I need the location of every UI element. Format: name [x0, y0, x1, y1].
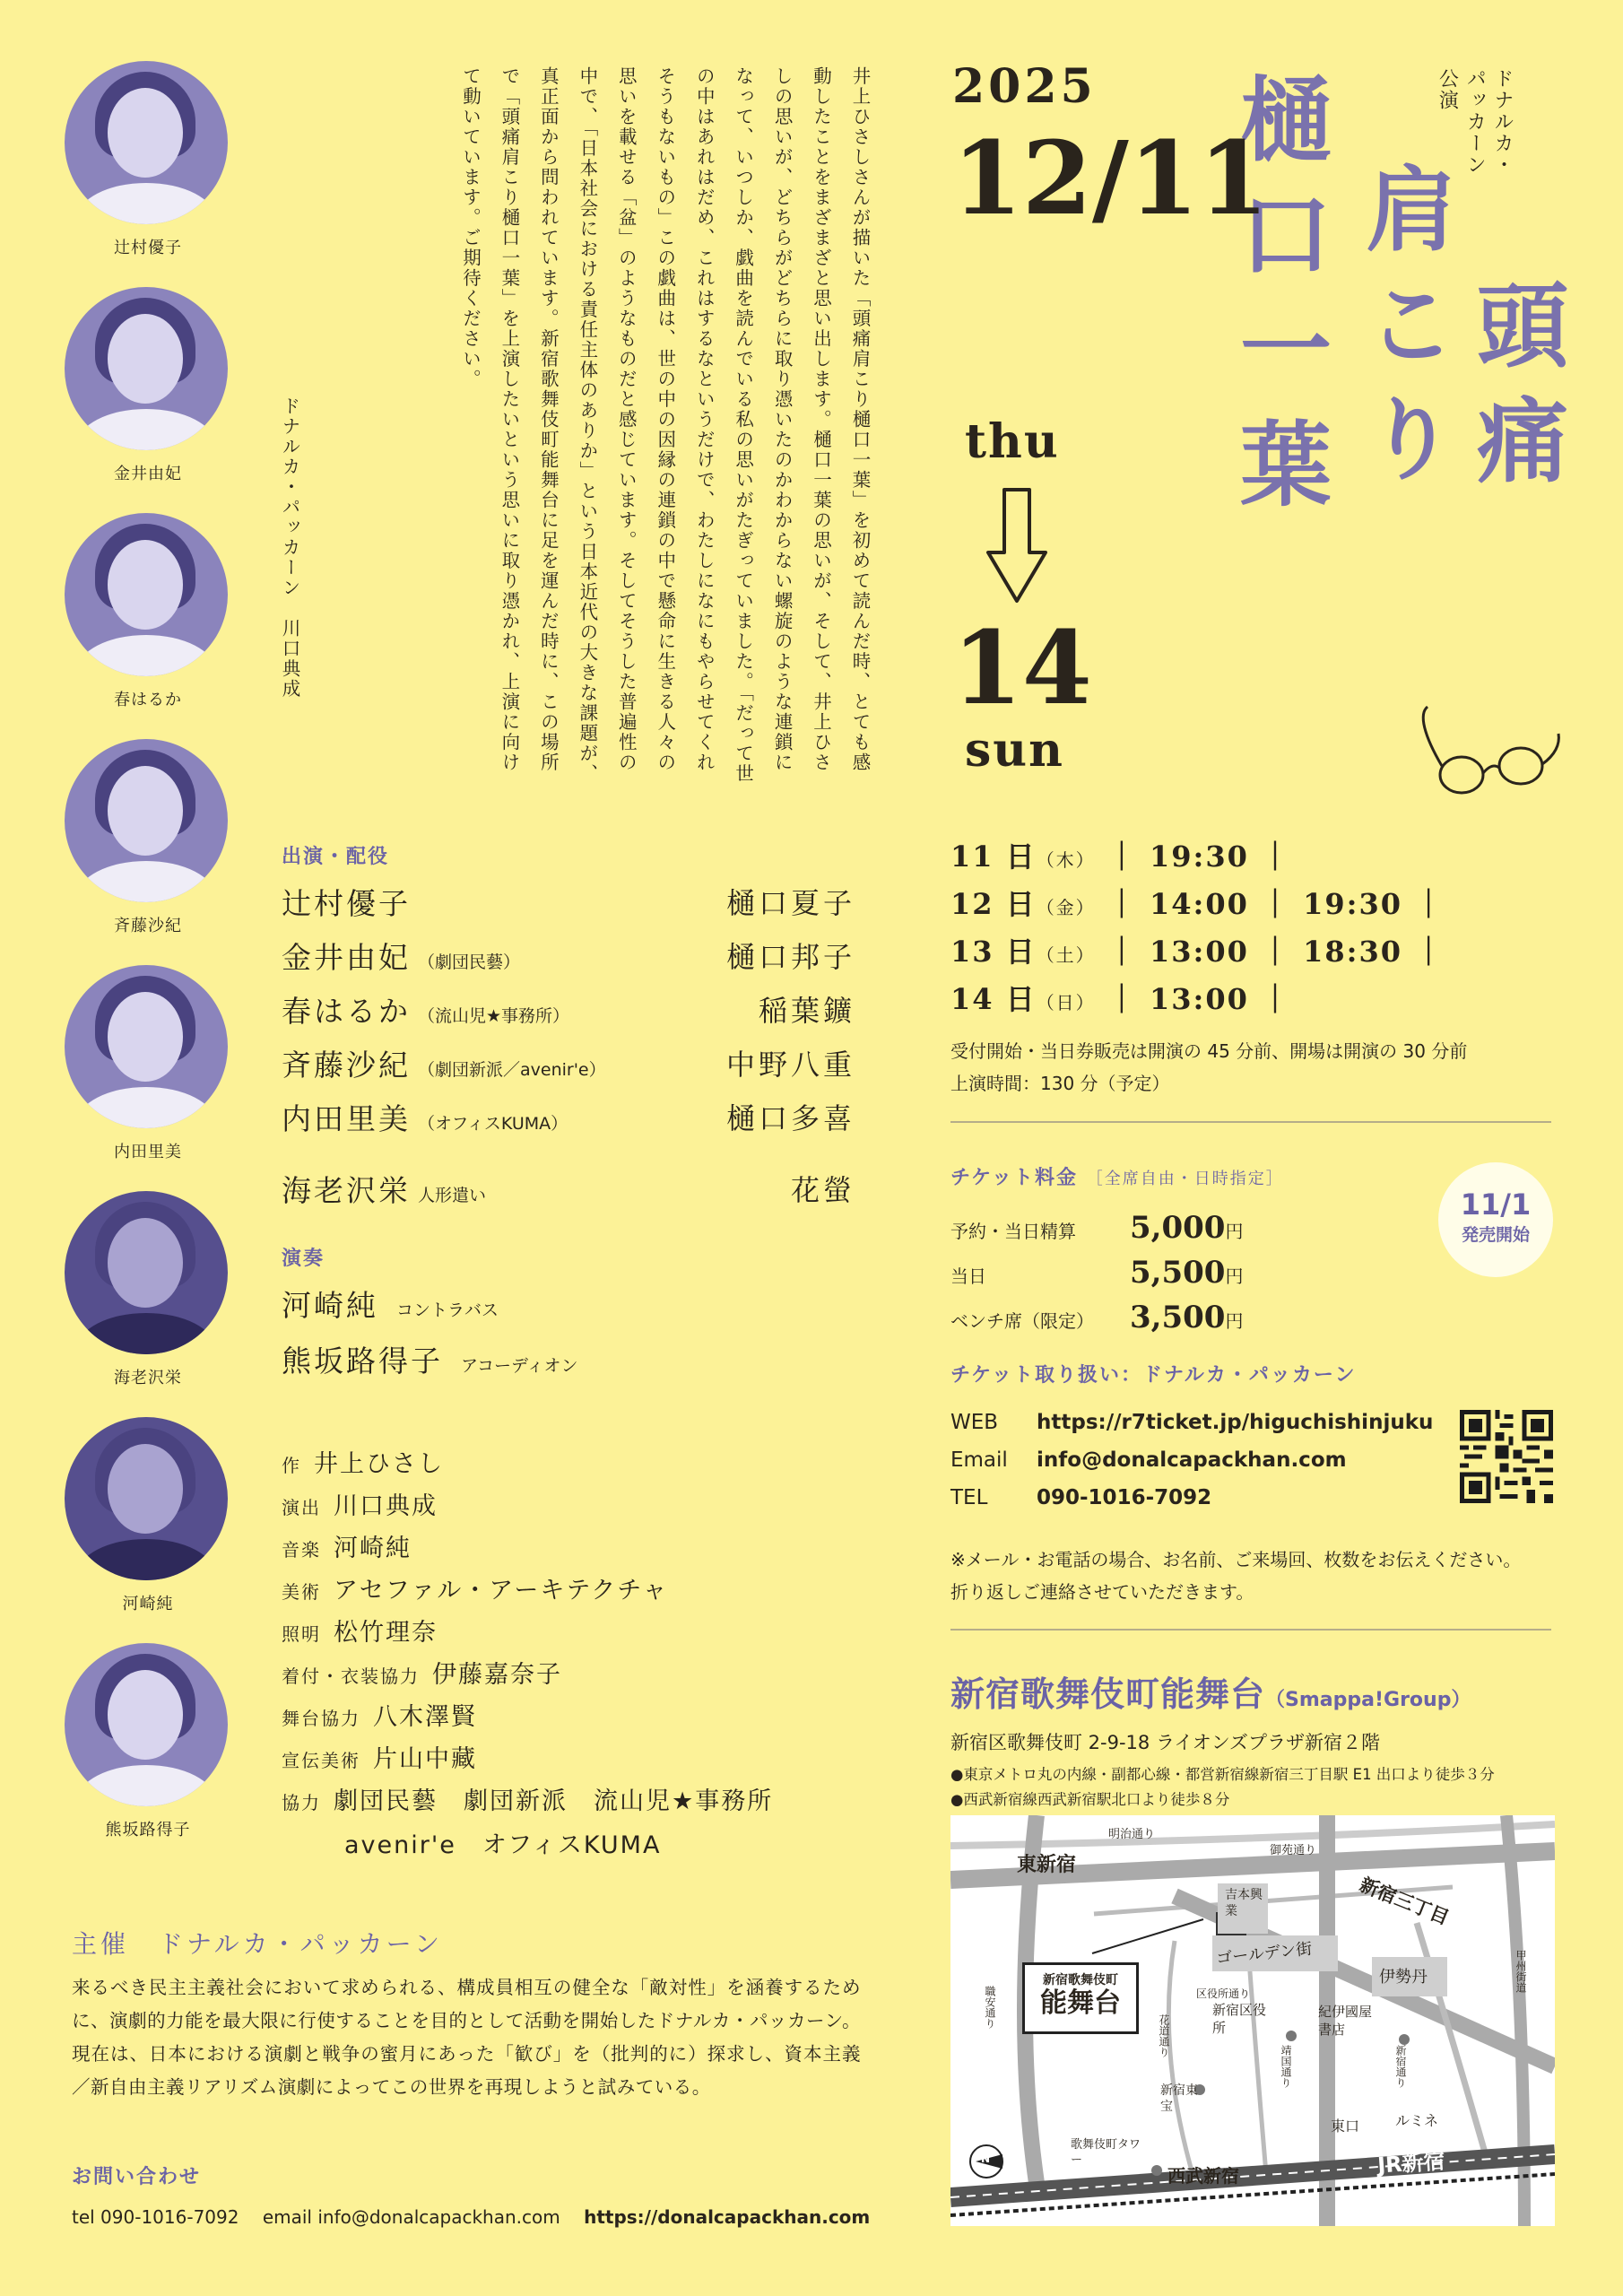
credit-row: 着付・衣装協力 伊藤嘉奈子	[282, 1661, 562, 1689]
venue-map[interactable]	[950, 1815, 1555, 2226]
statement-signature: ドナルカ・パッカーン 川口典成	[279, 396, 300, 700]
sale-start-badge: 11/1 発売開始	[1438, 1162, 1553, 1277]
photo-caption: 金井由妃	[114, 465, 182, 483]
cast-photo-card	[65, 513, 231, 710]
year: 2025	[952, 59, 1097, 114]
schedule-note: 上演時間：130 分（予定）	[950, 1073, 1170, 1094]
contact-email: Email info@donalcapackhan.com	[950, 1448, 1347, 1472]
map-label: 伊勢丹	[1379, 1968, 1428, 1987]
tel-link[interactable]: 090-1016-7092	[1037, 1486, 1212, 1509]
cast-photo-card	[65, 1191, 231, 1388]
organizer-description: 来るべき民主主義社会において求められる、構成員相互の健全な「敵対性」を涵養するために、演劇的力能を最大限に行使することを目的として活動を開始したドナルカ・パッカーン。現在は、日本における演劇と戦争の蜜月にあった「歓び」を（批判的に）探求し、資本主義／新自由主義リアリズム演劇によってこの世界を再現しようと試みている。	[72, 1977, 861, 2098]
handling-heading: チケット取り扱い：ドナルカ・パッカーン	[950, 1364, 1357, 1387]
cast-photo-card	[65, 965, 231, 1162]
cast-photo-card	[65, 739, 231, 936]
map-label: ルミネ	[1395, 2112, 1439, 2129]
avatar	[65, 61, 228, 224]
credit-row: 美術 アセファル・アーキテクチャ	[282, 1577, 669, 1605]
contact-tel: TEL 090-1016-7092	[950, 1486, 1212, 1509]
photo-caption: 春はるか	[114, 691, 182, 709]
venue-marker[interactable]: 新宿歌舞伎町 能舞台	[1022, 1962, 1139, 2034]
music-row: 熊坂路得子 アコーディオン	[282, 1344, 578, 1378]
schedule-row: 13 日（土） ｜ 13:00 ｜ 18:30 ｜	[950, 935, 1445, 969]
map-label: JR新宿	[1376, 2148, 1446, 2179]
date-end: 14	[952, 610, 1092, 727]
qr-code-icon[interactable]	[1460, 1410, 1553, 1503]
organizer-heading: 主催 ドナルカ・パッカーン	[72, 1929, 444, 1959]
map-label: 新宿通り	[1394, 2045, 1407, 2088]
company-label: ドナルカ・ パッカーン 公演	[1436, 68, 1514, 176]
map-label: 新宿東宝	[1160, 2083, 1198, 2115]
north-icon: N	[981, 2152, 991, 2165]
venue-access: ●東京メトロ丸の内線・副都心線・都営新宿線新宿三丁目駅 E1 出口より徒歩３分	[950, 1766, 1495, 1783]
schedule	[950, 834, 1467, 1100]
title-line-1: 頭痛	[1462, 278, 1568, 508]
cast-row: 春はるか （流山児★事務所） 稲葉鑛	[282, 994, 855, 1029]
map-label: 御苑通り	[1270, 1844, 1317, 1857]
map-label: 職安通り	[984, 1986, 996, 2029]
credit-row: 音楽 河崎純	[282, 1535, 412, 1562]
credit-row: 作 井上ひさし	[282, 1450, 444, 1478]
glasses-icon	[1417, 700, 1569, 798]
map-label: 東口	[1331, 2118, 1360, 2135]
website-link[interactable]: https://donalcapackhan.com	[584, 2206, 871, 2228]
map-label: 東新宿	[1017, 1854, 1077, 1876]
divider	[950, 1629, 1551, 1631]
photo-caption: 海老沢栄	[114, 1369, 182, 1387]
map-label: 区役所通り	[1196, 1987, 1251, 2000]
handling-note: ※メール・お電話の場合、お名前、ご来場回、枚数をお伝えください。	[950, 1549, 1522, 1570]
avatar	[65, 1417, 228, 1580]
inquiry-heading: お問い合わせ	[72, 2166, 202, 2188]
map-label: ゴールデン街	[1215, 1939, 1314, 1969]
cast-heading: 出演・配役	[282, 846, 390, 868]
music-heading: 演奏	[282, 1248, 325, 1270]
director-statement: 井上ひさしさんが描いた「頭痛肩こり樋口一葉」を初めて読んだ時、とても感動したことをまざまざと思い出します。樋口一葉の思いが、そして、井上ひさしの思いが、どちらがどちらに取り憑いたのかわからない螺旋のような連鎖になって、いつしか、戯曲を読んでいる私の思いがたぎっていました。「だって世の中はあれはだめ、これはするなというだけで、わたしになにもやらせてくれそうもないもの」この戯曲は、世の中の因縁の連鎖の中で懸命に生きる人々の思いを載せる「盆」のようなものだと感じています。そしてそうした普遍性の中で、「日本社会における責任主体のありか」という日本近代の大きな課題が、真正面から問われています。新宿歌舞伎町能舞台に足を運んだ時に、この場所で「頭痛肩こり樋口一葉」を上演したいという思いに取り憑かれ、上演に向けて動いています。ご期待ください。	[459, 66, 871, 784]
map-label: 花道通り	[1158, 2014, 1170, 2057]
map-label: 歌舞伎町タワー	[1071, 2138, 1141, 2167]
avatar	[65, 1191, 228, 1354]
cast-row: 金井由妃 （劇団民藝） 樋口邦子	[282, 940, 855, 975]
arrow-down-icon	[985, 486, 1049, 606]
avatar	[65, 965, 228, 1128]
dow-end: sun	[965, 723, 1064, 778]
price-row: ベンチ席（限定） 3,500円	[950, 1300, 1244, 1335]
ticket-heading: チケット料金 ［全席自由・日時指定］	[950, 1167, 1284, 1189]
avatar	[65, 739, 228, 902]
credit-row: 舞台協力 八木澤賢	[282, 1703, 477, 1731]
cast-row: 内田里美 （オフィスKUMA） 樋口多喜	[282, 1101, 855, 1136]
venue-title: 新宿歌舞伎町能舞台（Smappa!Group）	[950, 1674, 1471, 1714]
photo-caption: 内田里美	[114, 1143, 182, 1161]
cast-row: 海老沢栄 人形遣い 花螢	[282, 1173, 855, 1208]
photo-caption: 斉藤沙紀	[114, 917, 182, 935]
ticket-prices	[950, 1162, 1284, 1344]
map-label: 甲州街道	[1515, 1950, 1527, 1993]
handling-note: 折り返しご連絡させていただきます。	[950, 1581, 1254, 1603]
photo-caption: 辻村優子	[114, 239, 182, 257]
credit-row: 照明 松竹理奈	[282, 1619, 438, 1647]
avatar	[65, 287, 228, 450]
credit-row: 演出 川口典成	[282, 1492, 438, 1520]
avatar	[65, 1643, 228, 1806]
schedule-row: 12 日（金） ｜ 14:00 ｜ 19:30 ｜	[950, 887, 1445, 921]
map-label: 西武新宿	[1167, 2165, 1239, 2187]
divider	[950, 1121, 1551, 1123]
music-row: 河崎純 コントラバス	[282, 1288, 499, 1323]
schedule-row: 11 日（木） ｜ 19:30 ｜	[950, 839, 1292, 874]
map-label: 吉本興業	[1225, 1888, 1263, 1919]
web-link[interactable]: https://r7ticket.jp/higuchishinjuku	[1037, 1411, 1434, 1434]
map-label: 新宿区役所	[1212, 2002, 1267, 2036]
credit-row: 協力 劇団民藝 劇団新派 流山児★事務所	[282, 1787, 774, 1815]
contact-web: WEB https://r7ticket.jp/higuchishinjuku	[950, 1411, 1434, 1434]
cast-photo-card	[65, 61, 231, 258]
schedule-note: 受付開始・当日券販売は開演の 45 分前、開場は開演の 30 分前	[950, 1040, 1468, 1062]
map-label: 新宿三丁目	[1356, 1874, 1453, 1929]
venue-access: ●西武新宿線西武新宿駅北口より徒歩８分	[950, 1791, 1230, 1808]
avatar	[65, 513, 228, 676]
title-line-2: 肩こり	[1350, 161, 1457, 506]
cast-photo-card	[65, 1417, 231, 1614]
dow-start: thu	[965, 414, 1060, 469]
price-row: 予約・当日精算 5,000円	[950, 1210, 1244, 1246]
email-link[interactable]: info@donalcapackhan.com	[1037, 1448, 1347, 1472]
photo-caption: 熊坂路得子	[105, 1821, 191, 1839]
cast-row: 斉藤沙紀 （劇団新派／avenir'e） 中野八重	[282, 1048, 855, 1083]
photo-caption: 河崎純	[122, 1595, 174, 1613]
schedule-row: 14 日（日） ｜ 13:00 ｜	[950, 982, 1292, 1016]
cast-row: 辻村優子 樋口夏子	[282, 886, 855, 921]
inquiry-line: tel 090-1016-7092 email info@donalcapackhan.com https://donalcapackhan.com	[72, 2206, 871, 2228]
credit-row: avenir'e オフィスKUMA	[344, 1831, 662, 1859]
credit-row: 宣伝美術 片山中藏	[282, 1745, 477, 1773]
ticket-handling	[950, 1360, 1521, 1608]
date-start: 12/11	[952, 120, 1269, 238]
map-label: 靖国通り	[1280, 2045, 1292, 2088]
venue-address: 新宿区歌舞伎町 2-9-18 ライオンズプラザ新宿２階	[950, 1732, 1381, 1753]
cast-photo-card	[65, 1643, 231, 1840]
venue-info	[950, 1666, 1495, 1809]
cast-photo-card	[65, 287, 231, 484]
price-row: 当日 5,500円	[950, 1255, 1244, 1291]
map-label: 明治通り	[1108, 1828, 1156, 1841]
map-label: 紀伊國屋書店	[1318, 2004, 1373, 2038]
title-line-3: 樋口一葉	[1225, 72, 1332, 531]
